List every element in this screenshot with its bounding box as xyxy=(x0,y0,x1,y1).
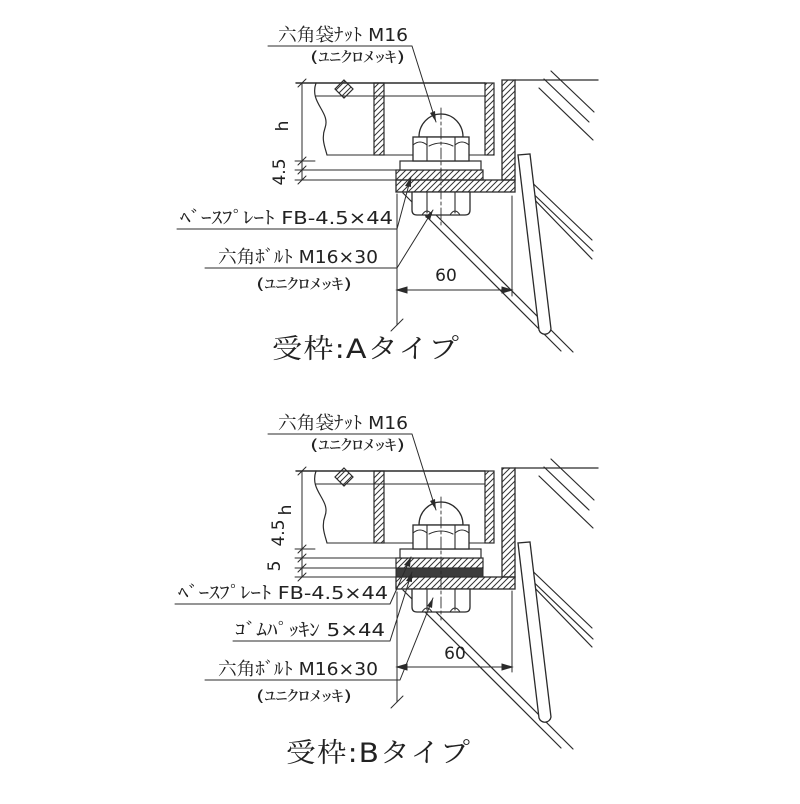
washer-plate xyxy=(400,549,481,558)
bearing-bar-section xyxy=(374,471,384,543)
label-hex-bolt: 六角ﾎﾞﾙﾄ M16×30 xyxy=(218,247,378,268)
break-wave-line xyxy=(315,471,327,543)
arrowhead xyxy=(502,287,512,293)
concrete-break-line xyxy=(539,88,593,140)
label-base-plate: ﾍﾞｰｽﾌﾟﾚｰﾄ FB-4.5×44 xyxy=(180,208,393,229)
extension-lines xyxy=(295,161,398,180)
dim-4-5-label: 4.5 xyxy=(269,519,289,547)
label-hex-bolt-plating: (ﾕﾆｸﾛﾒｯｷ) xyxy=(256,275,352,293)
dim-60-label: 60 xyxy=(444,644,466,664)
dim-60-label: 60 xyxy=(435,266,457,286)
break-wave-line xyxy=(315,83,327,155)
label-rubber-packing: ｺﾞﾑﾊﾟｯｷﾝ 5×44 xyxy=(235,620,385,641)
base-plate-section xyxy=(396,170,483,180)
label-cap-nut-plating: (ﾕﾆｸﾛﾒｯｷ) xyxy=(310,48,405,66)
dim-h-label: h xyxy=(273,120,293,132)
angle-horizontal-leg xyxy=(396,180,515,192)
diagram-b xyxy=(175,413,598,769)
bearing-bar-section xyxy=(485,471,494,543)
title-type-a: 受枠:Aタイプ xyxy=(272,334,460,365)
label-cap-nut-plating: (ﾕﾆｸﾛﾒｯｷ) xyxy=(310,436,405,454)
label-cap-nut: 六角袋ﾅｯﾄ M16 xyxy=(278,25,408,46)
bearing-bar-section xyxy=(485,83,494,155)
extension-lines xyxy=(295,549,398,577)
label-hex-bolt: 六角ﾎﾞﾙﾄ M16×30 xyxy=(218,659,378,680)
dim-h-label: h xyxy=(276,504,296,516)
concrete-break-line xyxy=(539,476,593,528)
washer-plate xyxy=(400,161,481,170)
angle-horizontal-leg xyxy=(396,577,515,589)
dim-5-label: 5 xyxy=(265,560,285,572)
label-hex-bolt-plating: (ﾕﾆｸﾛﾒｯｷ) xyxy=(256,687,352,705)
angle-vertical-leg xyxy=(502,80,515,180)
bearing-bar-section xyxy=(374,83,384,155)
rubber-packing-section xyxy=(396,568,483,577)
anchor-bar xyxy=(518,154,551,334)
mortar-break-line xyxy=(414,590,573,749)
diagram-a xyxy=(177,25,598,365)
dim-4-5-label: 4.5 xyxy=(270,158,290,186)
label-cap-nut: 六角袋ﾅｯﾄ M16 xyxy=(278,413,408,434)
title-type-b: 受枠:Bタイプ xyxy=(286,738,471,769)
arrowhead xyxy=(502,664,512,670)
label-base-plate: ﾍﾞｰｽﾌﾟﾚｰﾄ FB-4.5×44 xyxy=(178,583,388,604)
angle-vertical-leg xyxy=(502,468,515,577)
arrowhead xyxy=(397,287,407,293)
anchor-bar xyxy=(518,542,551,722)
